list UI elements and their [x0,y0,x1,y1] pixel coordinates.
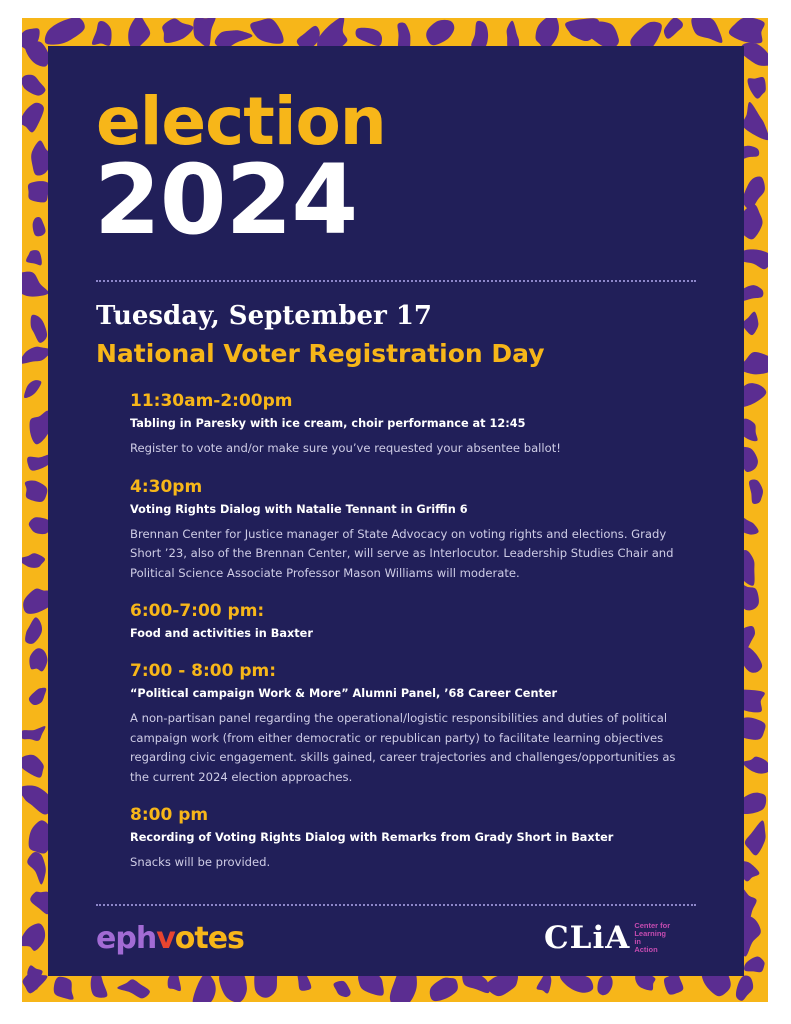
heading-year: 2024 [94,144,358,256]
schedule-list [130,390,690,890]
decorative-blob [29,313,48,344]
decorative-blob [354,26,384,47]
decorative-blob [23,247,47,271]
decorative-blob [22,376,43,401]
event-time: 7:00 - 8:00 pm: [130,661,277,681]
decorative-blob [735,974,755,1002]
decorative-blob [742,311,760,335]
decorative-blob [422,18,459,48]
clia-tagline-line: Action [634,945,658,954]
event-date: Tuesday, September 17 [96,301,433,331]
event-time: 11:30am-2:00pm [130,391,293,411]
clia-tagline-line: Center for [634,921,671,930]
decorative-blob [22,99,49,133]
ephvotes-logo-part: otes [174,921,244,956]
decorative-blob [92,21,112,46]
decorative-blob [747,478,766,505]
decorative-blob [22,71,49,98]
decorative-blob [158,18,196,45]
decorative-blob [471,20,490,48]
event-title: Recording of Voting Rights Dialog with Remarks from Grady Short in Baxter [130,831,614,844]
decorative-blob [742,819,768,856]
event-description: Register to vote and/or make sure you’ve requested your absentee ballot! [130,441,561,455]
decorative-blob [27,683,49,707]
clia-logo [544,918,690,958]
clia-logo-abbr: CLiA [544,920,631,956]
decorative-blob [48,972,81,1002]
decorative-blob [742,955,767,977]
decorative-blob [116,976,152,1000]
decorative-blob [22,548,46,572]
clia-tagline-line: in [634,937,641,946]
event-time: 6:00-7:00 pm: [130,601,265,621]
event-description: Snacks will be provided. [130,855,271,869]
decorative-blob [22,751,48,778]
heading-election: election [96,83,386,160]
event-title: “Political campaign Work & More” Alumni Panel, ’68 Career Center [130,687,558,700]
decorative-blob [330,978,354,999]
ephvotes-logo-part: eph [96,921,157,956]
decorative-blob [28,647,50,672]
schedule-item [130,660,690,787]
event-title: Voting Rights Dialog with Natalie Tennant in Griffin 6 [130,502,468,516]
dotted-divider-bottom [96,904,696,906]
dotted-divider-top [96,280,696,282]
event-description: A non-partisan panel regarding the operational/logistic responsibilities and duties of political campaign work (from either democratic or republican party) to facilitate learning objectives regarding civic engagement. skills gained, career trajectories and challenges/opportunities as the current 2024 election approaches. [130,711,676,784]
decorative-blob [660,18,686,40]
decorative-blob [744,71,768,100]
decorative-blob [22,919,51,955]
schedule-item [130,476,690,584]
clia-logo-tagline [634,922,690,954]
event-description: Brennan Center for Justice manager of State Advocacy on voting rights and elections. Grady Short ’23, also of the Brennan Center, will serve as Interlocutor. Leadership Studies Chair and Political Science Associate Professor Mason Williams will moderate. [130,526,674,580]
ephvotes-logo-checkmark: v [156,921,175,956]
decorative-blob [26,851,47,886]
clia-tagline-line: Learning [634,929,666,938]
decorative-blob [728,18,766,45]
decorative-blob [22,477,50,505]
schedule-item [130,600,690,643]
event-title: Tabling in Paresky with ice cream, choir performance at 12:45 [130,417,526,430]
decorative-blob [31,216,47,237]
decorative-blob [22,617,47,647]
decorative-blob [741,752,768,778]
event-subtitle: National Voter Registration Day [96,339,545,368]
decorative-blob [22,723,49,746]
event-time: 8:00 pm [130,805,209,825]
event-title: Food and activities in Baxter [130,627,313,640]
ephvotes-logo [96,920,244,958]
schedule-item [130,390,690,459]
event-time: 4:30pm [130,476,203,497]
schedule-item [130,804,690,873]
